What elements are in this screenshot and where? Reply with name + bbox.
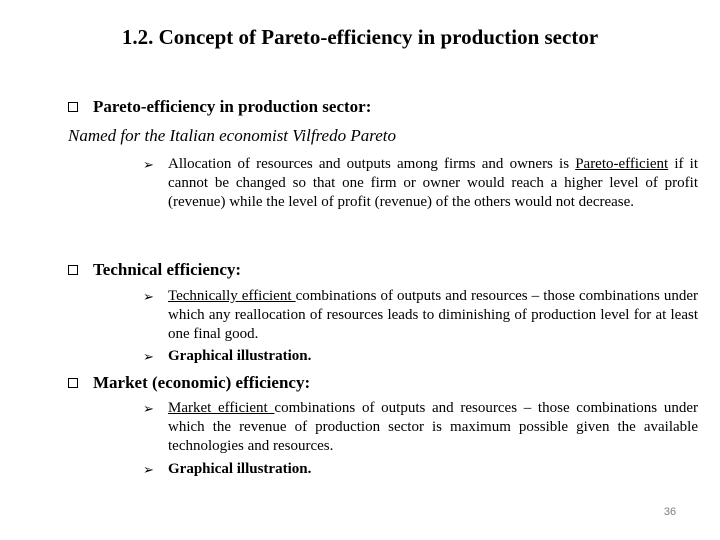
slide-title: 1.2. Concept of Pareto-efficiency in production sector bbox=[121, 25, 599, 49]
section-heading-market bbox=[68, 373, 310, 393]
section-heading-technical bbox=[68, 260, 241, 280]
bullet-market-graphical bbox=[143, 460, 698, 479]
bullet-text-post: if it cannot be changed so that one firm or owner would reach a higher level of profit (revenue) while the level of profit (revenue) of the others would not decrease. bbox=[168, 156, 698, 210]
subtitle-pareto: Named for the Italian economist Vilfredo Pareto bbox=[68, 126, 396, 145]
bullet-pareto-definition bbox=[143, 155, 698, 212]
bullet-text: Graphical illustration. bbox=[168, 461, 312, 477]
arrow-bullet-icon: ➢ bbox=[143, 401, 154, 416]
bullet-market-definition bbox=[143, 399, 698, 456]
heading-text: Market (economic) efficiency: bbox=[93, 373, 311, 392]
bullet-text: Graphical illustration. bbox=[168, 348, 312, 364]
arrow-bullet-icon: ➢ bbox=[143, 157, 154, 172]
arrow-bullet-icon: ➢ bbox=[143, 289, 154, 304]
heading-text: Technical efficiency: bbox=[93, 260, 242, 279]
page-number: 36 bbox=[663, 506, 677, 518]
arrow-bullet-icon: ➢ bbox=[143, 349, 154, 364]
bullet-text bbox=[168, 287, 698, 344]
bullet-text-post: combinations of outputs and resources – those combinations under which the revenue of production sector is maximum possible given the available technologies and resources. bbox=[168, 400, 698, 454]
bullet-text-underlined: Market efficient bbox=[168, 400, 275, 416]
square-box-icon bbox=[68, 102, 78, 112]
bullet-technical-graphical bbox=[143, 347, 698, 366]
bullet-technical-definition bbox=[143, 287, 698, 344]
square-box-icon bbox=[68, 265, 78, 275]
bullet-text-underlined: Pareto-efficient bbox=[575, 156, 669, 172]
square-box-icon bbox=[68, 378, 78, 388]
section-heading-pareto bbox=[68, 97, 371, 117]
heading-text: Pareto-efficiency in production sector: bbox=[93, 97, 372, 116]
arrow-bullet-icon: ➢ bbox=[143, 462, 154, 477]
bullet-text bbox=[168, 155, 698, 212]
bullet-text-pre: Allocation of resources and outputs among firms and owners is bbox=[168, 156, 576, 172]
bullet-text-post: combinations of outputs and resources – those combinations under which any reallocation of resources leads to diminishing of production level for at least one final good. bbox=[168, 288, 698, 342]
bullet-text bbox=[168, 399, 698, 456]
bullet-text-underlined: Technically efficient bbox=[168, 288, 296, 304]
